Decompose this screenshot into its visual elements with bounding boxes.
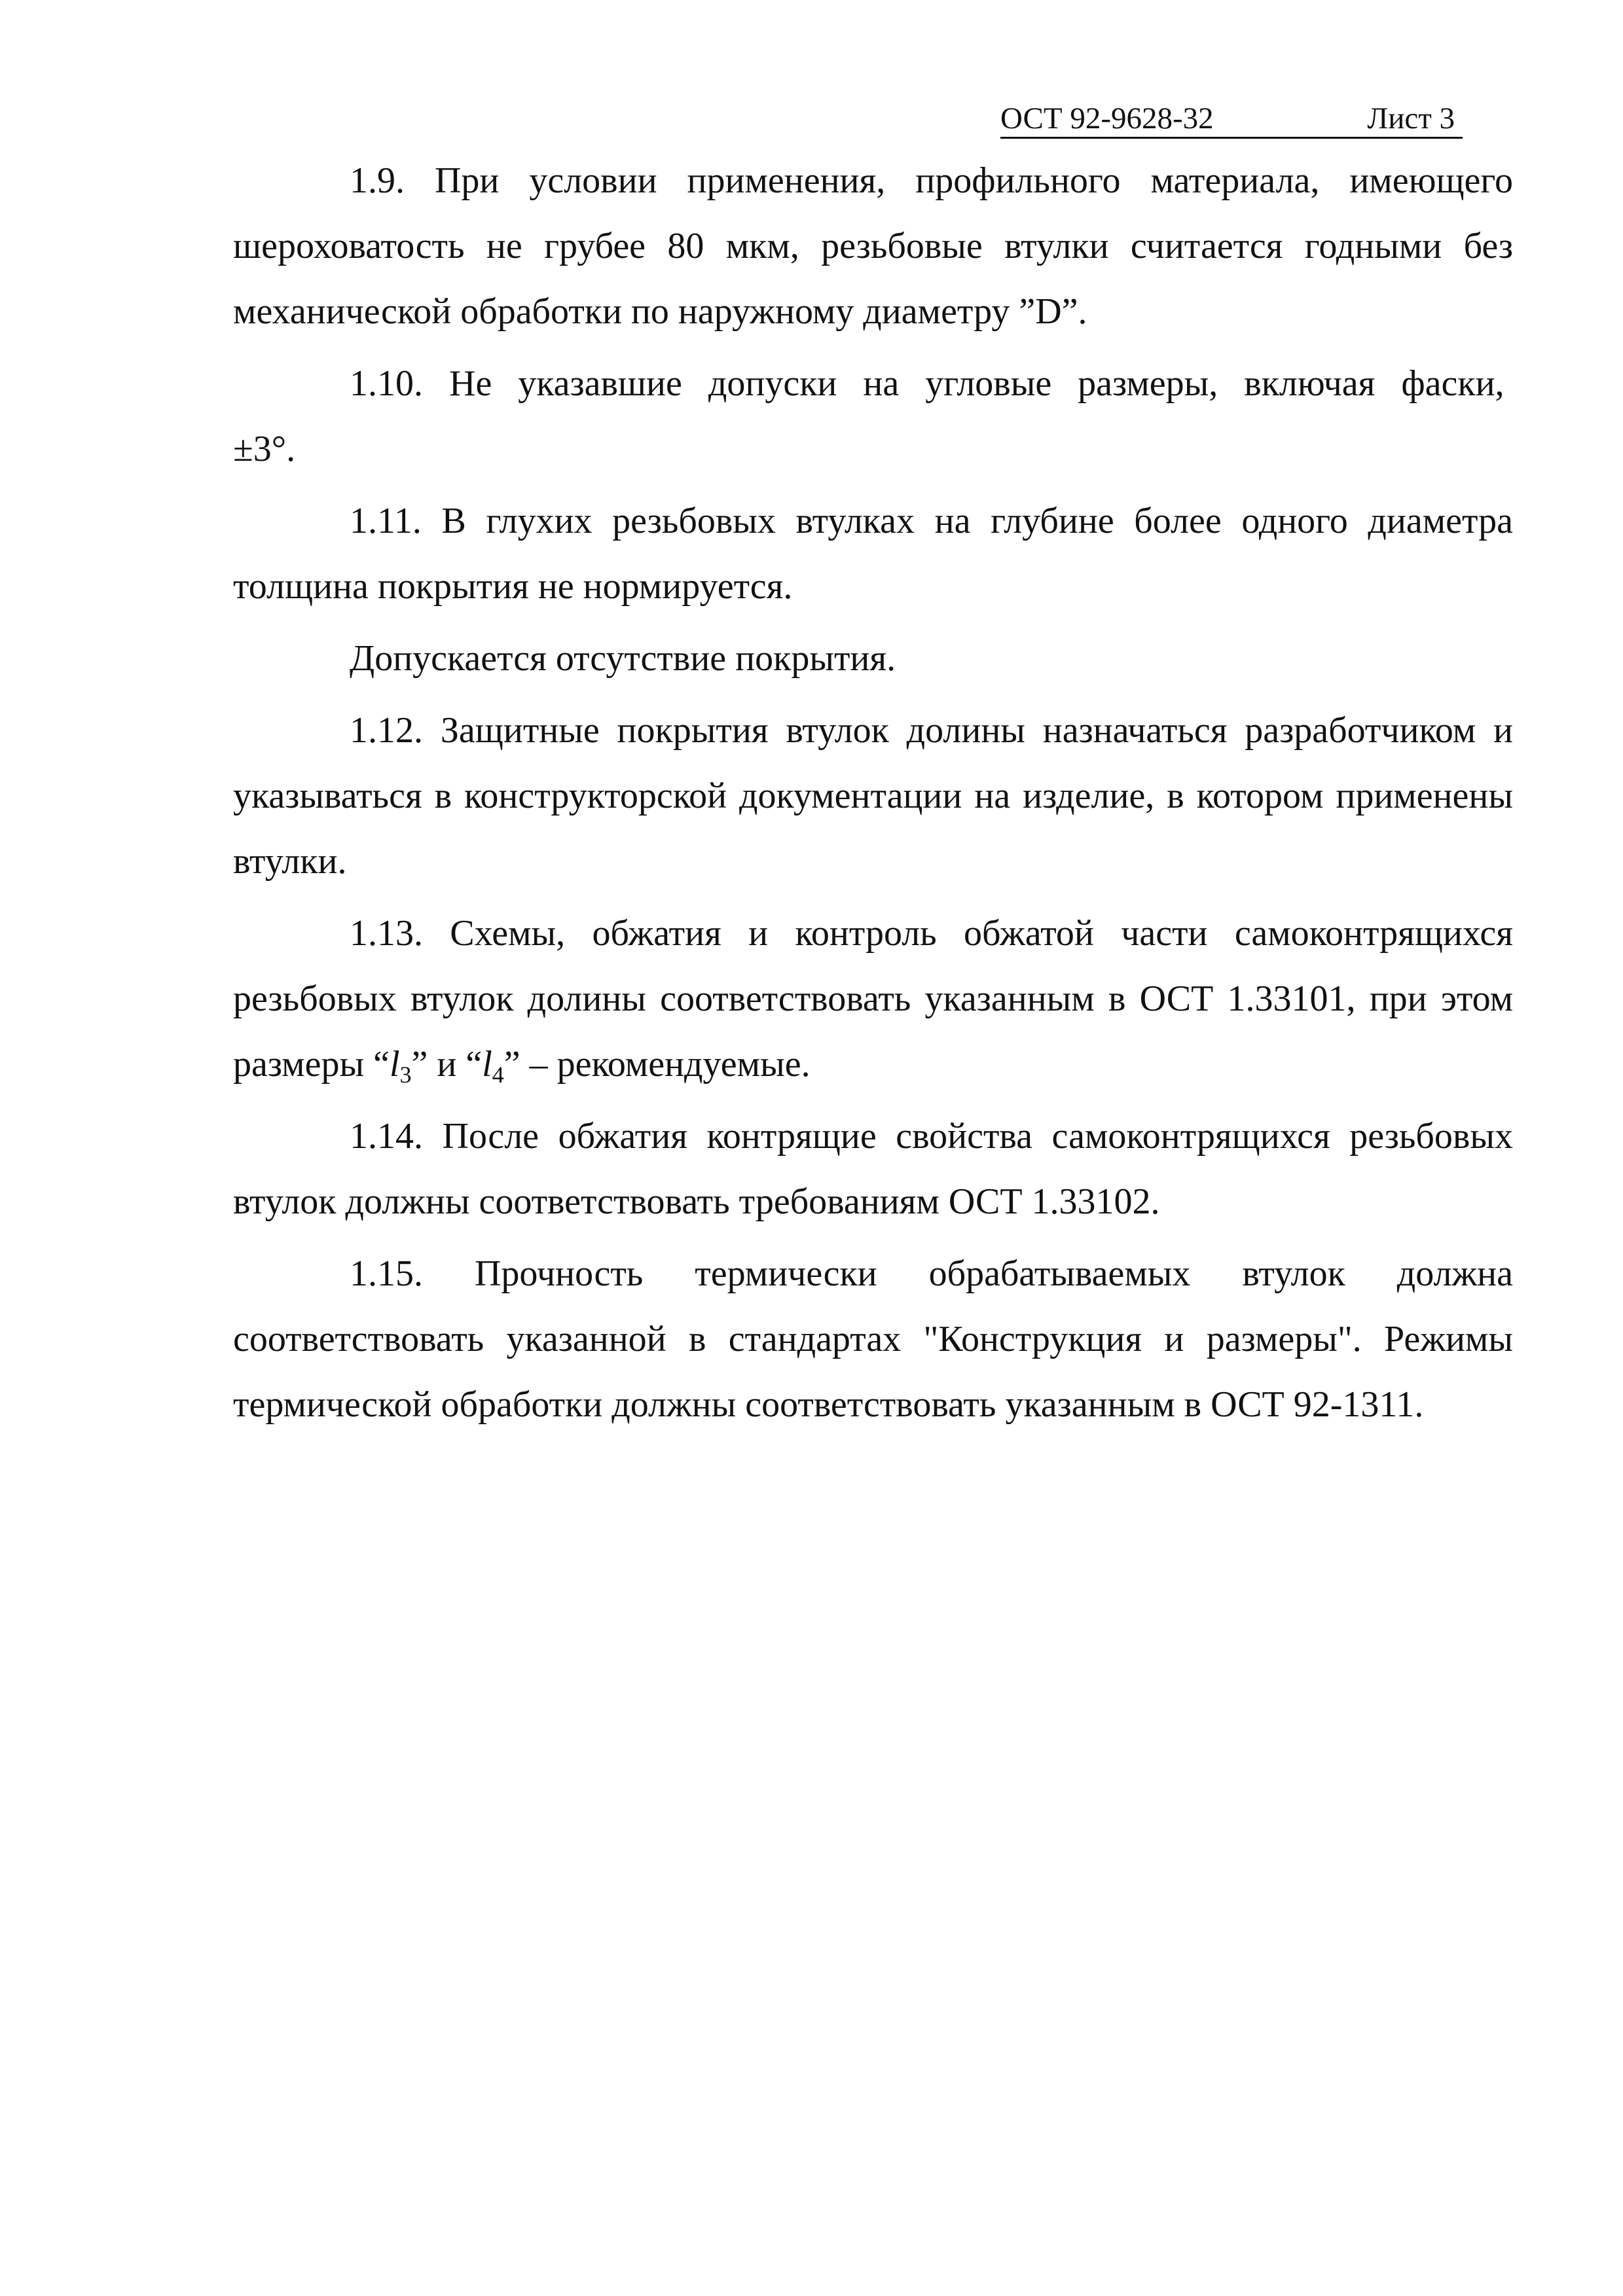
dimension-l3-symbol: l (389, 1044, 400, 1085)
paragraph-1-9: 1.9. При условии применения, профильного материала, имеющего шероховатость не грубее 80 мкм, резьбовые втулки считается годными без механической обработки по наружному диаметру ”D”. (233, 160, 1513, 332)
paragraph-1-13 (233, 901, 1513, 1097)
dimension-l4-subscript: 4 (492, 1062, 504, 1088)
paragraph-1-13-text-a: 1.13. Схемы, обжатия и контроль обжатой части самоконтрящихся резьбовых втулок долины соответствовать указанным в ОСТ 1.33101, при этом размеры “ (233, 913, 1513, 1085)
paragraph-1-13-text-b: ” и “ (411, 1044, 483, 1085)
paragraph-1-10: 1.10. Не указавшие допуски на угловые размеры, включая фаски, ±3°. (233, 363, 1504, 469)
paragraph-1-11: 1.11. В глухих резьбовых втулках на глубине более одного диаметра толщина покрытия не нормируется. (233, 501, 1513, 607)
paragraph-1-13-text-c: ” – рекомендуемые. (503, 1044, 811, 1085)
paragraph-1-15: 1.15. Прочность термически обрабатываемых втулок должна соответствовать указанной в стандартах "Конструкция и размеры". Режимы термической обработки должны соответствовать указанным в ОСТ 92-1311. (233, 1253, 1513, 1425)
dimension-l4-symbol: l (482, 1044, 492, 1085)
paragraph-1-12: 1.12. Защитные покрытия втулок долины назначаться разработчиком и указываться в конструкторской документации на изделие, в котором применены втулки. (233, 710, 1513, 882)
document-body (233, 148, 1513, 1437)
sheet-number: Лист 3 (1367, 101, 1455, 135)
paragraph-1-11-note: Допускается отсутствие покрытия. (350, 638, 896, 679)
page-header (1000, 98, 1463, 139)
dimension-l3-subscript: 3 (399, 1062, 412, 1088)
paragraph-1-14: 1.14. После обжатия контрящие свойства самоконтрящихся резьбовых втулок должны соответствовать требованиям ОСТ 1.33102. (233, 1116, 1513, 1222)
document-number: ОСТ 92-9628-32 (1000, 101, 1214, 135)
